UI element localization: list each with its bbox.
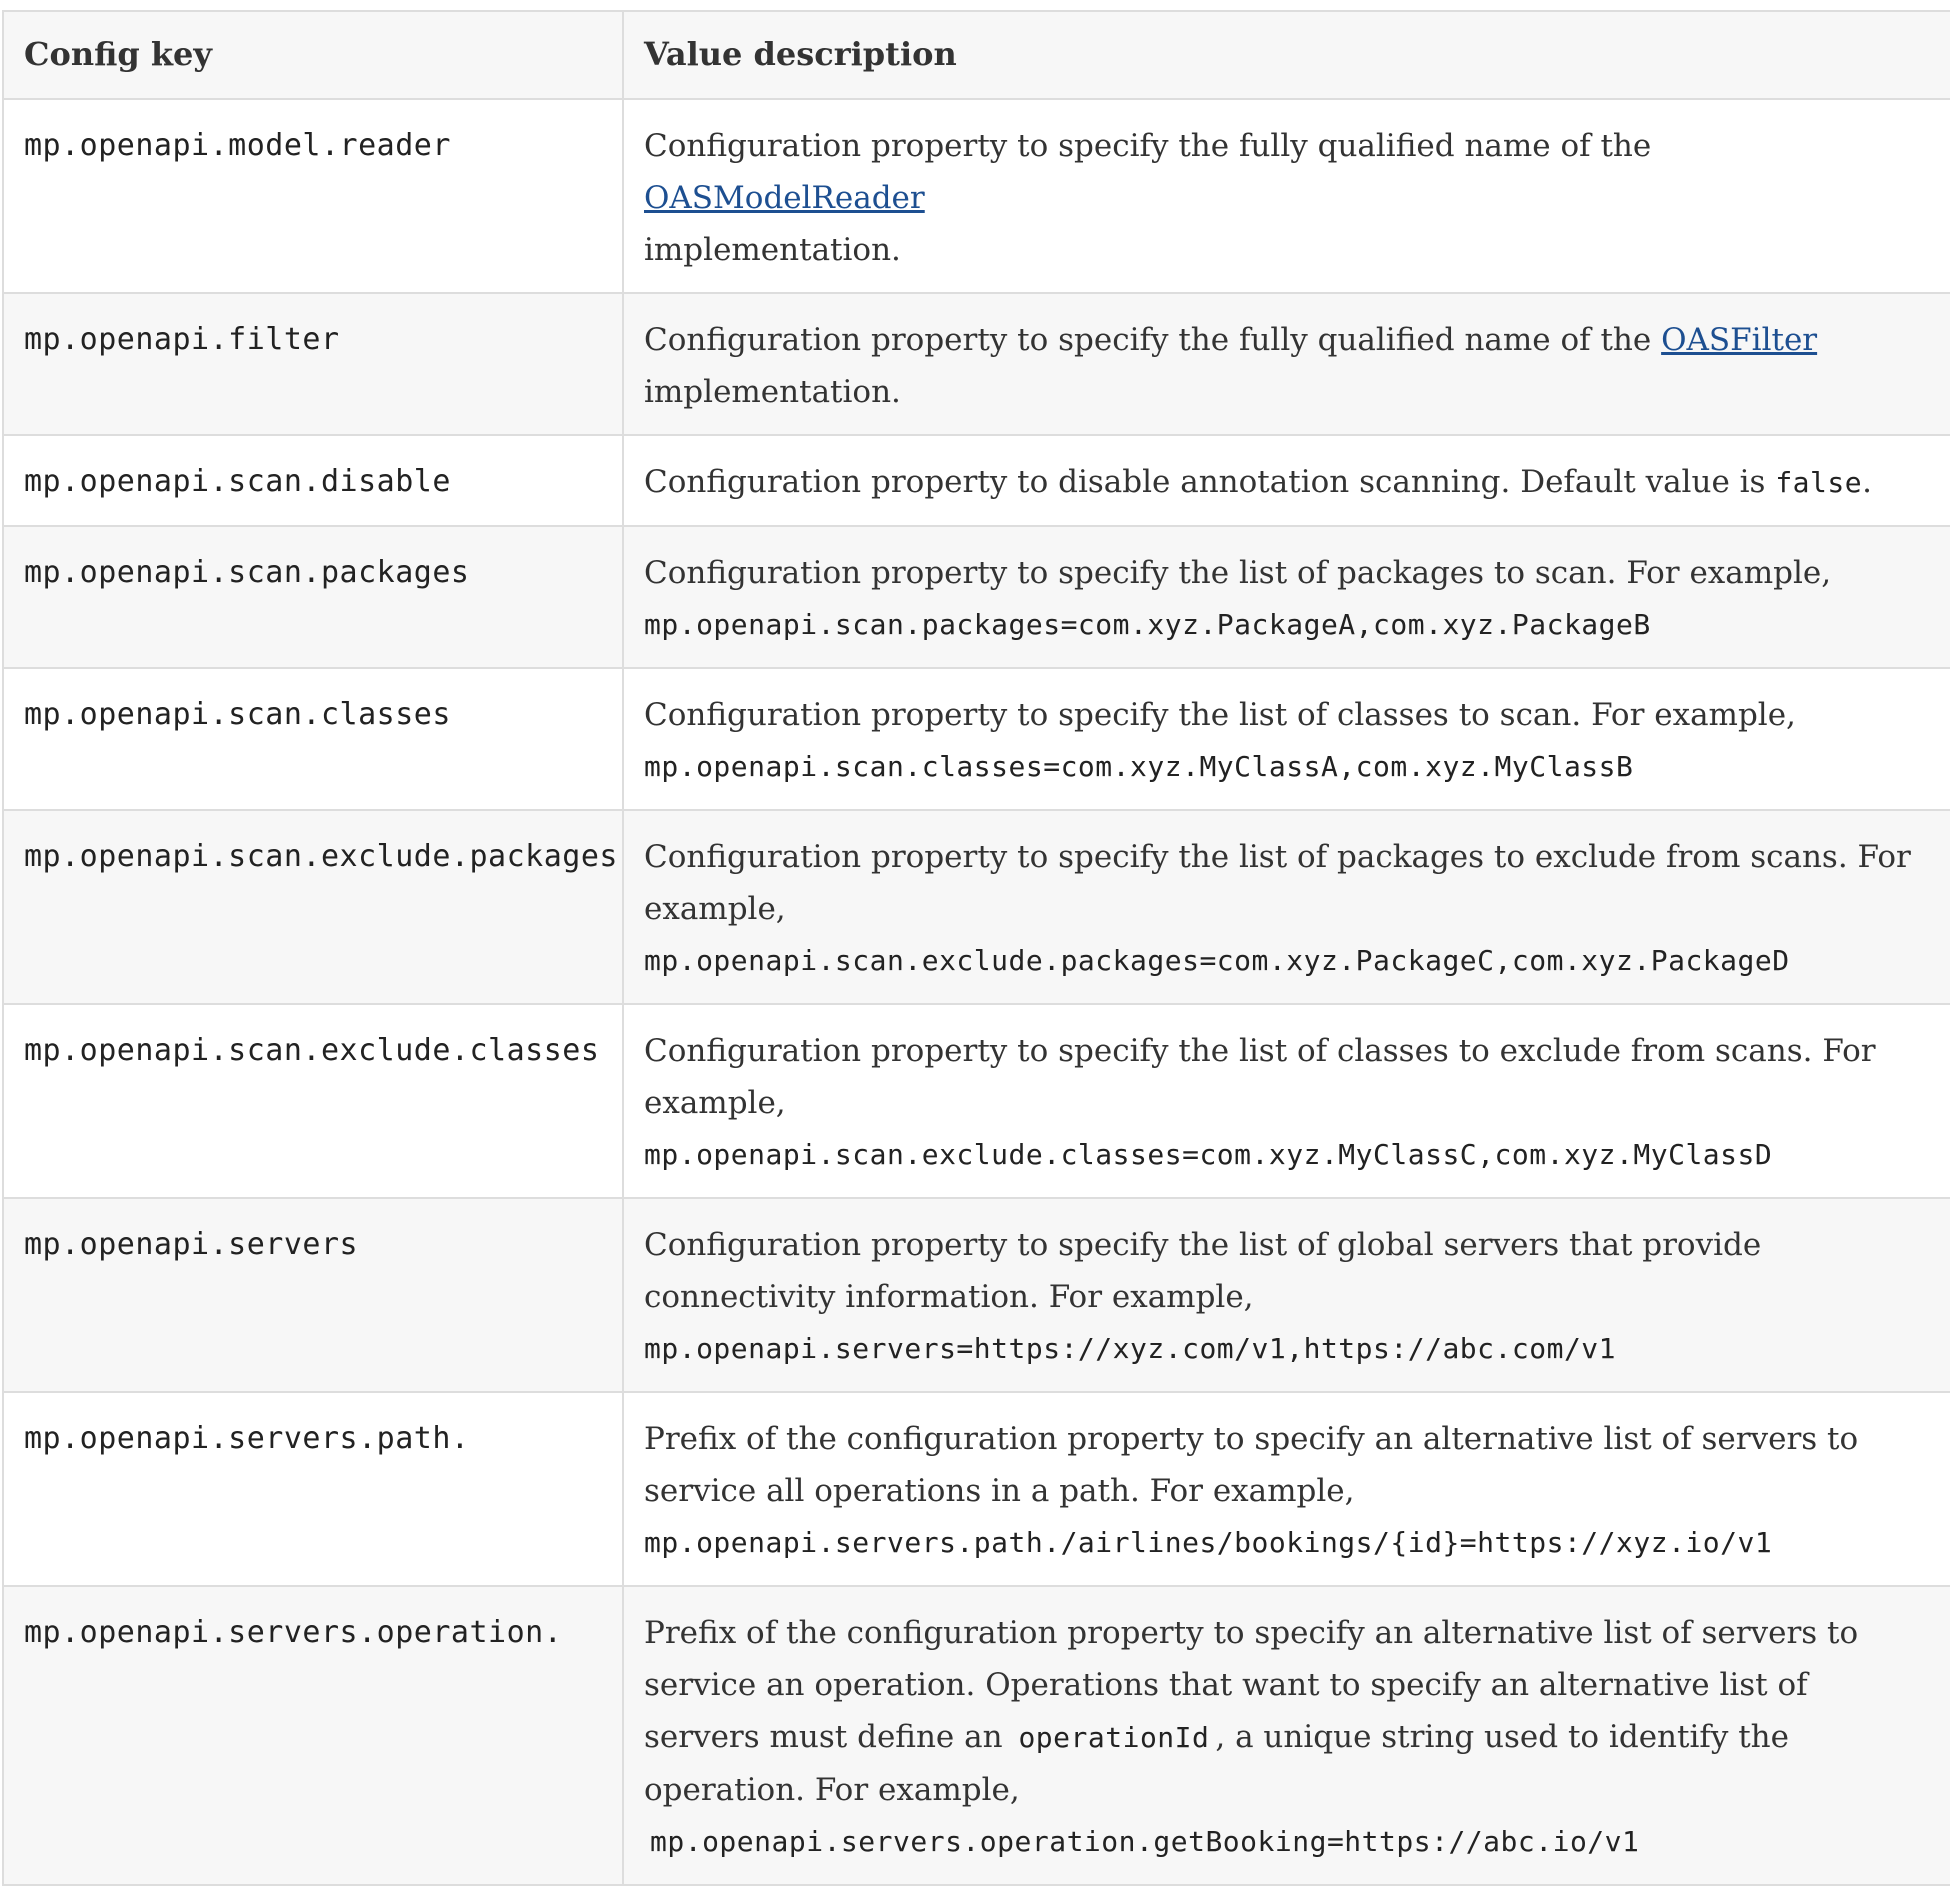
config-key-cell: mp.openapi.scan.disable (3, 435, 623, 526)
description-text: Configuration property to specify the list of packages to exclude from scans. For example, (644, 839, 1911, 927)
description-text: . (1862, 464, 1872, 500)
config-key-cell: mp.openapi.servers.operation. (3, 1586, 623, 1885)
value-description-cell (623, 1004, 1950, 1198)
oasmodelreader-link[interactable]: OASModelReader (644, 180, 925, 216)
value-description-cell (623, 1392, 1950, 1586)
example-code: mp.openapi.servers=https://xyz.com/v1,https://abc.com/v1 (644, 1332, 1617, 1365)
description-text: implementation. (644, 374, 901, 410)
example-code: mp.openapi.scan.packages=com.xyz.PackageA,com.xyz.PackageB (644, 608, 1651, 641)
description-text: Prefix of the configuration property to specify an alternative list of servers to service an operation. Operations that want to specify an alternative list of servers must define an (644, 1615, 1859, 1755)
inline-code: operationId (1018, 1721, 1210, 1754)
config-key-cell: mp.openapi.servers.path. (3, 1392, 623, 1586)
description-text: Configuration property to specify the fully qualified name of the (644, 128, 1652, 164)
table-row (3, 1392, 1950, 1586)
description-text: implementation. (644, 232, 901, 268)
inline-code: false (1775, 466, 1863, 499)
value-description-cell (623, 668, 1950, 810)
config-key-cell: mp.openapi.filter (3, 293, 623, 435)
example-code: mp.openapi.scan.exclude.packages=com.xyz.PackageC,com.xyz.PackageD (644, 944, 1790, 977)
oasfilter-link[interactable]: OASFilter (1661, 322, 1818, 358)
table-row (3, 435, 1950, 526)
table-row (3, 293, 1950, 435)
description-text: , a unique string used to identify the operation. For example, (644, 1719, 1789, 1808)
value-description-cell (623, 99, 1950, 293)
config-key-cell: mp.openapi.scan.packages (3, 526, 623, 668)
example-code: mp.openapi.scan.classes=com.xyz.MyClassA,com.xyz.MyClassB (644, 750, 1634, 783)
value-description-cell (623, 1198, 1950, 1392)
description-text: Configuration property to specify the list of classes to scan. For example, (644, 697, 1796, 733)
table-row (3, 810, 1950, 1004)
description-text: Configuration property to disable annotation scanning. Default value is (644, 464, 1766, 500)
table-row (3, 526, 1950, 668)
example-code: mp.openapi.scan.exclude.classes=com.xyz.MyClassC,com.xyz.MyClassD (644, 1138, 1773, 1171)
config-document (2, 10, 1950, 1886)
description-text: Configuration property to specify the list of classes to exclude from scans. For example, (644, 1033, 1876, 1121)
description-text: Configuration property to specify the list of packages to scan. For example, (644, 555, 1832, 591)
table-header-row (3, 11, 1950, 99)
config-key-cell: mp.openapi.servers (3, 1198, 623, 1392)
config-key-cell: mp.openapi.model.reader (3, 99, 623, 293)
example-code: mp.openapi.servers.path./airlines/bookings/{id}=https://xyz.io/v1 (644, 1526, 1773, 1559)
table-row (3, 1198, 1950, 1392)
description-text: Configuration property to specify the list of global servers that provide connectivity information. For example, (644, 1227, 1762, 1315)
example-code: mp.openapi.servers.operation.getBooking=https://abc.io/v1 (650, 1825, 1640, 1858)
table-row (3, 99, 1950, 293)
config-key-cell: mp.openapi.scan.exclude.classes (3, 1004, 623, 1198)
value-description-cell (623, 810, 1950, 1004)
value-description-cell (623, 435, 1950, 526)
table-row (3, 668, 1950, 810)
description-text: Prefix of the configuration property to specify an alternative list of servers to service all operations in a path. For example, (644, 1421, 1859, 1509)
column-header-config-key: Config key (3, 11, 623, 99)
table-row (3, 1004, 1950, 1198)
table-row (3, 1586, 1950, 1885)
config-key-cell: mp.openapi.scan.classes (3, 668, 623, 810)
config-key-cell: mp.openapi.scan.exclude.packages (3, 810, 623, 1004)
config-table (2, 10, 1950, 1886)
value-description-cell (623, 293, 1950, 435)
value-description-cell (623, 1586, 1950, 1885)
column-header-value-description: Value description (623, 11, 1950, 99)
value-description-cell (623, 526, 1950, 668)
description-text: Configuration property to specify the fully qualified name of the (644, 322, 1652, 358)
